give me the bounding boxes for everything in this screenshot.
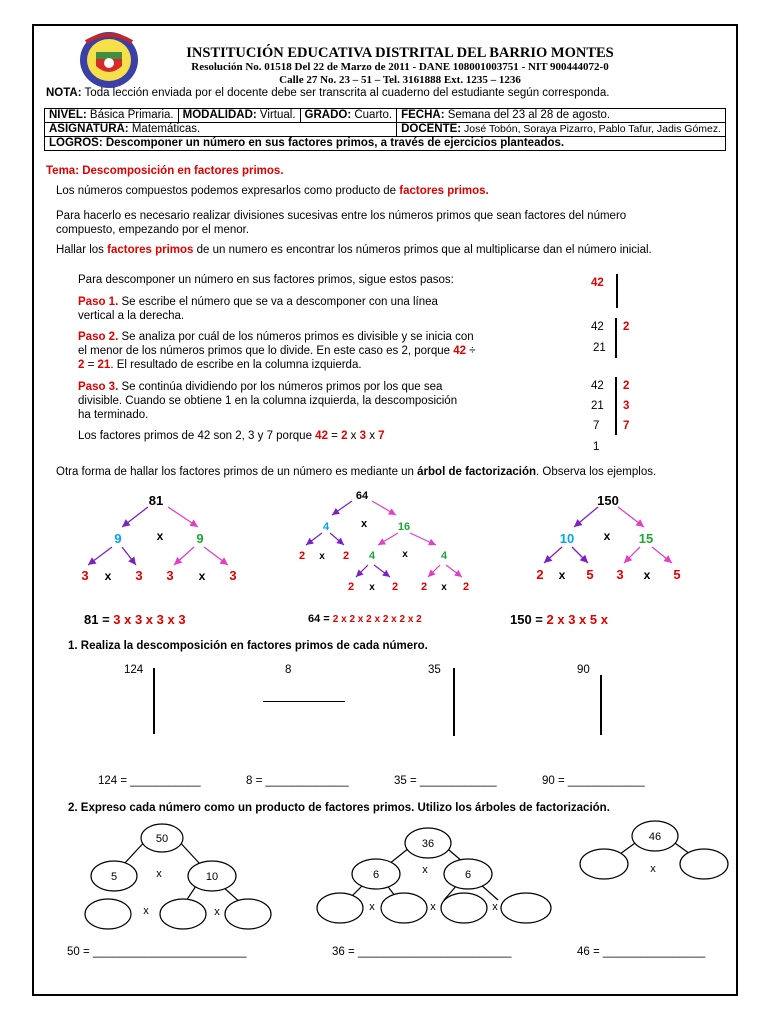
tree-64-times-4: x [369, 582, 375, 593]
division-step1-line [616, 274, 618, 308]
tree-64-root: 64 [355, 490, 369, 502]
tree-46-empty-2[interactable] [680, 849, 728, 879]
tree-50-times-3: x [214, 906, 220, 918]
tree-36-times-3: x [430, 901, 436, 913]
step-1-line2: vertical a la derecha. [78, 310, 185, 322]
step-2-line1: Paso 2. Se analiza por cuál de los números primos es divisible y se inicia con [78, 331, 474, 343]
exercise-1-answer-124[interactable]: 124 = ___________ [98, 775, 201, 787]
tree-150-times: x [603, 529, 611, 543]
tree-64-leaf-1: 2 [298, 550, 306, 562]
exercise-1-title: 1. Realiza la descomposición en factores primos de cada número. [68, 640, 428, 652]
tree-64-right: 16 [397, 521, 411, 533]
tree-50-times-2: x [143, 905, 149, 917]
exercise-2-answer-36[interactable]: 36 = ________________________ [332, 946, 512, 958]
tree-150-equation: 150 = 2 x 3 x 5 x [510, 612, 608, 627]
cell-modalidad: MODALIDAD: Virtual. [178, 109, 300, 123]
step-3-line2: divisible. Cuando se obtiene 1 en la columna izquierda, la descomposición [78, 395, 458, 407]
step-3-line1: Paso 3. Se continúa dividiendo por los números primos por los que sea [78, 381, 443, 393]
cell-fecha: FECHA: Semana del 23 al 28 de agosto. [397, 109, 726, 123]
step-conclusion: Los factores primos de 42 son 2, 3 y 7 porque 42 = 2 x 3 x 7 [78, 430, 385, 442]
exercise-1-answer-90[interactable]: 90 = ____________ [542, 775, 645, 787]
division-step3-left-1: 42 [591, 380, 604, 392]
tree-150-left: 10 [559, 531, 575, 546]
step-2-line3: 2 = 21. El resultado de escribe en la columna izquierda. [78, 359, 362, 371]
tree-64-leaf-3: 2 [347, 581, 355, 593]
tree-81-equation: 81 = 3 x 3 x 3 x 3 [84, 612, 186, 627]
tree-50-right: 10 [205, 871, 219, 883]
tree-50-left: 5 [110, 871, 118, 883]
division-step3-right-1: 2 [623, 380, 630, 392]
tree-64-times: x [360, 518, 368, 530]
tree-64-leaf-4: 2 [391, 581, 399, 593]
steps-intro: Para descomponer un número en sus factores primos, sigue estos pasos: [78, 274, 454, 286]
tree-64-left: 4 [322, 521, 330, 533]
cell-logros: LOGROS: Descomponer un número en sus factores primos, a través de ejercicios planteados. [45, 137, 726, 151]
division-step2-line [615, 318, 617, 358]
division-step3-right-2: 3 [623, 400, 630, 412]
tree-50-empty-3[interactable] [225, 899, 271, 929]
intro-paragraph-3: Hallar los factores primos de un numero es encontrar los números primos que al multiplicarse dan el número inicial. [56, 244, 652, 256]
cell-nivel: NIVEL: Básica Primaria. [45, 109, 179, 123]
exercise-1-answer-8[interactable]: 8 = _____________ [246, 775, 349, 787]
resolution-line: Resolución No. 01518 Del 22 de Marzo de 2011 - DANE 108001003751 - NIT 900444072-0 [191, 61, 609, 73]
tree-46-times: x [650, 863, 656, 875]
tree-64-leaf-5: 2 [420, 581, 428, 593]
division-step2-left-1: 42 [591, 321, 604, 333]
cell-asignatura: ASIGNATURA: Matemáticas. [45, 123, 397, 137]
exercise-1-line-35 [453, 668, 455, 736]
tree-150-leaf-4: 5 [673, 567, 681, 582]
address-line: Calle 27 No. 23 – 51 – Tel. 3161888 Ext. 1235 – 1236 [279, 74, 521, 86]
tree-36-empty-3[interactable] [441, 893, 487, 923]
tree-64-times-5: x [441, 582, 447, 593]
step-2-line2: el menor de los números primos que lo divide. En este caso es 2, porque 42 ÷ [78, 345, 476, 357]
tree-150-leaf-1: 2 [536, 567, 544, 582]
note-label: NOTA: [46, 87, 82, 99]
tree-36-empty-4[interactable] [501, 893, 551, 923]
tree-36-times-2: x [369, 901, 375, 913]
lesson-topic: Tema: Descomposición en factores primos. [46, 165, 284, 177]
tree-intro: Otra forma de hallar los factores primos de un número es mediante un árbol de factorización. Observa los ejemplos. [56, 466, 657, 478]
tree-64-leaf-2: 2 [342, 550, 350, 562]
division-step2-right-1: 2 [623, 321, 630, 333]
division-step1-number: 42 [591, 277, 604, 289]
tree-81 [81, 493, 236, 627]
tree-50-empty-2[interactable] [160, 899, 206, 929]
intro-paragraph-1: Los números compuestos podemos expresarlos como producto de factores primos. [56, 185, 489, 197]
exercise-2-answer-50[interactable]: 50 = ________________________ [67, 946, 247, 958]
division-step3-right-3: 7 [623, 420, 630, 432]
tree-64-mid-right: 4 [440, 550, 448, 562]
info-table [44, 108, 726, 151]
tree-64-mid-left: 4 [368, 550, 376, 562]
exercise-1-number-90: 90 [577, 664, 590, 676]
exercise-1-answer-35[interactable]: 35 = ____________ [394, 775, 497, 787]
tree-64-times-3: x [402, 549, 408, 560]
factor-trees-examples [0, 485, 768, 630]
tree-36-times: x [422, 864, 428, 876]
tree-36-root: 36 [421, 838, 435, 850]
tree-81-right: 9 [196, 531, 204, 546]
tree-81-leaf-3: 3 [166, 568, 174, 583]
intro-paragraph-2-line1: Para hacerlo es necesario realizar divisiones sucesivas entre los números primos que sean factores del número [56, 210, 627, 222]
step-1-line1: Paso 1. Se escribe el número que se va a descomponer con una línea [78, 296, 438, 308]
tree-46-root: 46 [648, 831, 662, 843]
exercise-1-line-124 [153, 668, 155, 734]
tree-81-leaf-4: 3 [229, 568, 237, 583]
note-text: Toda lección enviada por el docente debe ser transcrita al cuaderno del estudiante según corresponda. [81, 87, 610, 99]
division-step3-left-2: 21 [591, 400, 604, 412]
tree-36-empty-1[interactable] [317, 893, 363, 923]
division-step3-left-4: 1 [593, 441, 600, 453]
tree-81-left: 9 [114, 531, 122, 546]
tree-81-times-3: x [198, 569, 206, 583]
exercise-2-title: 2. Expreso cada número como un producto de factores primos. Utilizo los árboles de factorización. [68, 802, 610, 814]
tree-46-empty-1[interactable] [580, 849, 628, 879]
cell-grado: GRADO: Cuarto. [300, 109, 397, 123]
tree-150-root: 150 [597, 493, 619, 508]
tree-64-leaf-6: 2 [462, 581, 470, 593]
exercise-1-number-124: 124 [124, 664, 144, 676]
tree-81-times: x [156, 529, 164, 543]
tree-81-leaf-1: 3 [81, 568, 89, 583]
tree-150-times-2: x [558, 568, 566, 582]
cell-docente: DOCENTE: José Tobón, Soraya Pizarro, Pablo Tafur, Jadis Gómez. [397, 123, 726, 137]
exercise-1-number-35: 35 [428, 664, 441, 676]
tree-50-empty-1[interactable] [85, 899, 131, 929]
tree-150-right: 15 [638, 531, 654, 546]
exercise-1-number-8: 8 [285, 664, 292, 676]
exercise-1-line-90 [600, 675, 602, 735]
tree-81-root: 81 [148, 493, 164, 508]
tree-150-leaf-3: 3 [616, 567, 624, 582]
tree-64 [299, 490, 469, 625]
tree-36-empty-2[interactable] [381, 893, 427, 923]
division-step3-left-3: 7 [593, 420, 600, 432]
institution-name: INSTITUCIÓN EDUCATIVA DISTRITAL DEL BARRIO MONTES [186, 45, 614, 61]
tree-50-times: x [156, 868, 162, 880]
tree-150-times-3: x [643, 568, 651, 582]
tree-50-root: 50 [155, 833, 169, 845]
division-step2-left-2: 21 [593, 342, 606, 354]
note-line [46, 86, 609, 100]
step-3-line3: ha terminado. [78, 409, 149, 421]
tree-36-left: 6 [372, 869, 380, 881]
tree-150 [510, 493, 681, 627]
exercise-2-answer-46[interactable]: 46 = ________________ [577, 946, 706, 958]
tree-64-equation: 64 = 2 x 2 x 2 x 2 x 2 x 2 [308, 613, 422, 625]
division-step3-line [615, 377, 617, 435]
tree-81-leaf-2: 3 [135, 568, 143, 583]
tree-36-right: 6 [464, 869, 472, 881]
intro-paragraph-2-line2: compuesto, empezando por el menor. [56, 224, 250, 236]
tree-64-times-2: x [319, 551, 325, 562]
tree-150-leaf-2: 5 [586, 567, 594, 582]
exercise-2-trees [0, 816, 768, 936]
tree-36-times-4: x [492, 901, 498, 913]
tree-81-times-2: x [104, 569, 112, 583]
exercise-1-line-8 [263, 701, 345, 702]
